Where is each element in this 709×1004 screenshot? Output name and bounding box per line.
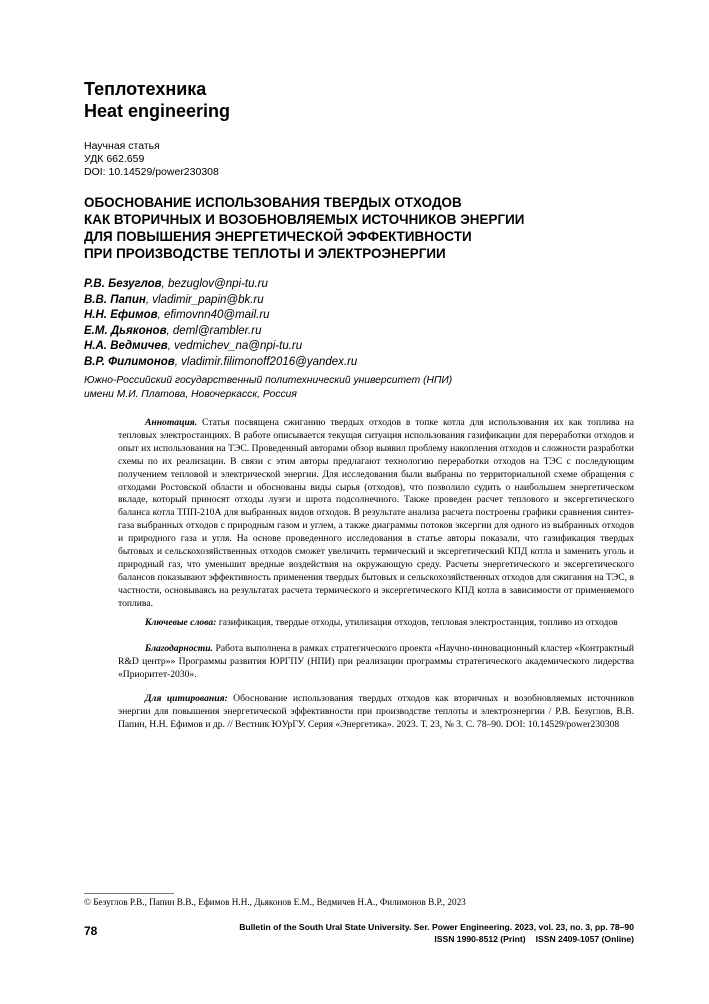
author-entry: Н.А. Ведмичев, vedmichev_na@npi-tu.ru <box>84 340 303 352</box>
journal-line: Bulletin of the South Ural State University. Ser. Power Engineering. 2023, vol. 23, no. 3, pp. 78–90 <box>239 922 634 932</box>
keywords <box>118 617 634 630</box>
journal-footer <box>239 922 634 945</box>
author-email[interactable]: bezuglov@npi-tu.ru <box>168 278 268 290</box>
footnote-divider <box>84 893 174 894</box>
citation-label: Для цитирования: <box>145 693 228 704</box>
acknowledgments-label: Благодарности. <box>145 643 213 654</box>
author-name: Р.В. Безуглов <box>84 278 162 290</box>
affiliation <box>84 374 452 401</box>
udk-code: УДК 662.659 <box>84 153 145 165</box>
article-meta <box>84 140 219 179</box>
article-title <box>84 194 524 262</box>
title-line: КАК ВТОРИЧНЫХ И ВОЗОБНОВЛЯЕМЫХ ИСТОЧНИКОВ ЭНЕРГИИ <box>84 212 525 227</box>
acknowledgments-text: Работа выполнена в рамках стратегического проекта «Научно-инновационный кластер «Контрактный R&D центр»» Программы развития ЮРГПУ (НПИ) при реализации программы стратегического академического лидерства «Приоритет-2030». <box>118 643 634 680</box>
keywords-label: Ключевые слова: <box>145 617 217 628</box>
title-line: ПРИ ПРОИЗВОДСТВЕ ТЕПЛОТЫ И ЭЛЕКТРОЭНЕРГИИ <box>84 246 446 261</box>
author-entry: Е.М. Дьяконов, deml@rambler.ru <box>84 324 262 337</box>
affiliation-line: Южно-Российский государственный политехнический университет (НПИ) <box>84 375 453 386</box>
abstract-label: Аннотация. <box>145 417 198 428</box>
author-email[interactable]: vladimir_papin@bk.ru <box>152 293 264 306</box>
article-type: Научная статья <box>84 140 160 152</box>
section-title-en: Heat engineering <box>84 101 231 121</box>
author-email[interactable]: vedmichev_na@npi-tu.ru <box>174 340 303 352</box>
author-email[interactable]: efimovnn40@mail.ru <box>163 309 270 321</box>
doi[interactable]: DOI: 10.14529/power230308 <box>84 166 219 178</box>
title-line: ОБОСНОВАНИЕ ИСПОЛЬЗОВАНИЯ ТВЕРДЫХ ОТХОДОВ <box>84 195 462 210</box>
title-line: ДЛЯ ПОВЫШЕНИЯ ЭНЕРГЕТИЧЕСКОЙ ЭФФЕКТИВНОСТИ <box>84 229 472 244</box>
issn-print: ISSN 1990-8512 (Print) <box>434 933 526 944</box>
acknowledgments <box>118 643 634 682</box>
author-name: Е.М. Дьяконов <box>84 324 167 337</box>
citation <box>118 693 634 732</box>
author-list <box>84 277 357 370</box>
author-name: Н.А. Ведмичев <box>84 340 168 352</box>
abstract-text: Статья посвящена сжиганию твердых отходов в топке котла для использования их как топлива на тепловых электростанциях. В работе описывается текущая ситуация использования газификации для переработки отходов и опыт их использования на ТЭС. Проведенный авторами обзор выявил проблему накопления отходов и сложности разработки схемы по их реализации. В связи с этим авторы предлагают технологию переработки отходов на ТЭС с последующим получением тепловой и электрической энергии. Для исследования были выбраны по территориальной схеме обращения с отходами Ростовской области и обоснованы виды сырья (отходов), что позволило судить о наибольшем энергетическом вкладе, который приносят отходы лузги и шрота подсолнечного. Также проведен расчет теплового и эксергетического баланса котла ТПП-210А для выбранных видов отходов. В результате анализа расчета построены графики сравнения синтез-газа выбранных отходов с природным газом и углем, а также диаграммы потоков эксергии для одного из выбранных отходов и природного газа и угля. На основе проведенного исследования в статье авторы показали, что газификация твердых бытовых и сельскохозяйственных отходов сможет увеличить термический и эксергетический КПД котла и заменить уголь и природный газ, что уменьшит вредные воздействия на окружающую среду. Расчеты энергетического и эксергетического балансов показывают эффективность применения твердых бытовых и сельскохозяйственных отходов для сжигания на ТЭС, в частности, основываясь на результатах расчета термического и эксергетического КПД котла в зависимости от применяемого топлива. <box>118 417 634 609</box>
author-entry: Н.Н. Ефимов, efimovnn40@mail.ru <box>84 309 270 321</box>
citation-text: Обоснование использования твердых отходов как вторичных и возобновляемых источников энергии для повышения энергетической эффективности при производстве теплоты и электроэнергии / Р.В. Безуглов, В.В. Папин, Н.Н. Ефимов и др. // Вестник ЮУрГУ. Серия «Энергетика». 2023. Т. 23, № 3. С. 78–90. DOI: 10.14529/power230308 <box>118 693 635 730</box>
section-title-ru: Теплотехника <box>84 79 207 99</box>
author-name: В.В. Папин <box>84 293 146 306</box>
affiliation-line: имени М.И. Платова, Новочеркасск, Россия <box>84 388 297 400</box>
abstract <box>118 417 634 611</box>
copyright-notice: © Безуглов Р.В., Папин В.В., Ефимов Н.Н., Дьяконов Е.М., Ведмичев Н.А., Филимонов В.Р., 2023 <box>84 897 466 907</box>
issn-online: ISSN 2409-1057 (Online) <box>535 933 634 944</box>
author-entry: В.В. Папин, vladimir_papin@bk.ru <box>84 293 264 306</box>
author-name: В.Р. Филимонов <box>84 355 175 368</box>
author-entry: В.Р. Филимонов, vladimir.filimonoff2016@yandex.ru <box>84 355 358 368</box>
keywords-text: газификация, твердые отходы, утилизация отходов, тепловая электростанция, топливо из отходов <box>218 617 618 628</box>
author-name: Н.Н. Ефимов <box>84 309 158 321</box>
author-email[interactable]: deml@rambler.ru <box>172 324 262 337</box>
author-email[interactable]: vladimir.filimonoff2016@yandex.ru <box>181 355 358 368</box>
page-number: 78 <box>84 924 98 938</box>
issn-line <box>239 934 634 946</box>
author-entry: Р.В. Безуглов, bezuglov@npi-tu.ru <box>84 278 268 290</box>
